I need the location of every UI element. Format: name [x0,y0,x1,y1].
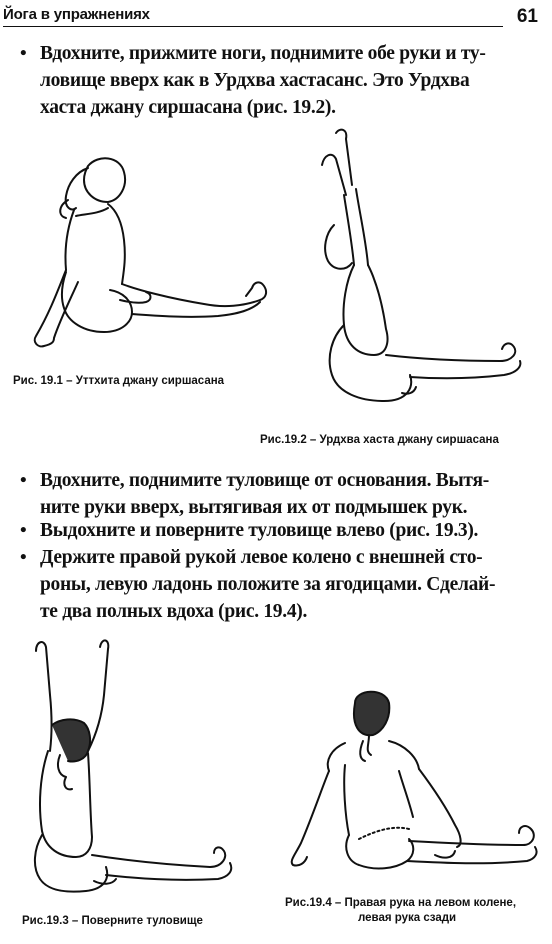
figure-caption: Рис. 19.1 – Уттхита джану сиршасана [13,375,225,387]
page-number: 61 [516,6,538,27]
text-line: роны, левую ладонь положите за ягодицами. Сделай- [40,574,496,595]
figure-caption: Рис.19.3 – Поверните туловище [22,915,203,927]
text-line: Держите правой рукой левое колено с внешней сто- [40,547,483,568]
header-rule [3,26,503,27]
text-line: те два полных вдоха (рис. 19.4). [40,601,308,622]
figure-caption: Рис.19.2 – Урдхва хаста джану сиршасана [260,434,499,446]
figure-caption: Рис.19.4 – Правая рука на левом колене, [285,897,517,909]
seated-twist-arms-up-illustration [30,635,245,900]
bullet-paragraph-1 [20,40,548,121]
bullet-paragraph-3 [20,517,548,544]
bullet-dot: • [20,547,27,568]
figure-caption-line2: левая рука сзади [358,912,457,924]
text-line: Вдохните, поднимите туловище от основания. Вытя- [40,470,489,491]
seated-twist-hand-on-knee-illustration [285,685,545,885]
text-line: ловище вверх как в Урдхва хастасанс. Это Урдхва [40,70,470,91]
seated-arms-raised-pose-illustration [310,125,530,425]
bullet-dot: • [20,520,27,541]
bullet-paragraph-4 [20,544,548,625]
bullet-dot: • [20,470,27,491]
running-title: Йога в упражнениях [3,6,150,23]
text-line: Вдохните, прижмите ноги, поднимите обе руки и ту- [40,43,486,64]
bullet-dot: • [20,43,27,64]
text-line: хаста джану сиршасана (рис. 19.2). [40,97,336,118]
text-line: ните руки вверх, вытягивая их от подмышек рук. [40,497,468,518]
seated-forward-pose-illustration [28,150,273,365]
text-line: Выдохните и поверните туловище влево (рис. 19.3). [40,520,479,541]
page-header [0,0,552,30]
bullet-paragraph-2 [20,467,548,521]
